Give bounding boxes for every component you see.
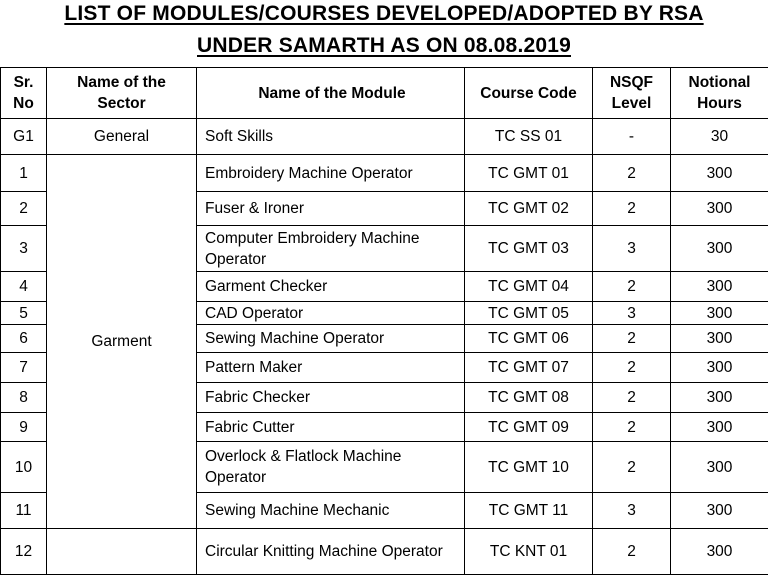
cell-module: CAD Operator xyxy=(197,302,465,325)
cell-module: Pattern Maker xyxy=(197,353,465,383)
cell-notional-hours: 300 xyxy=(671,383,768,413)
cell-notional-hours: 300 xyxy=(671,325,768,353)
cell-sr-no: 8 xyxy=(1,383,47,413)
cell-nsqf-level: 2 xyxy=(593,353,671,383)
cell-sr-no: 1 xyxy=(1,155,47,192)
cell-module: Circular Knitting Machine Operator xyxy=(197,529,465,575)
cell-module: Garment Checker xyxy=(197,272,465,302)
cell-nsqf-level: - xyxy=(593,119,671,155)
cell-course-code: TC GMT 06 xyxy=(465,325,593,353)
document-title-line-2: UNDER SAMARTH AS ON 08.08.2019 xyxy=(197,34,571,57)
cell-nsqf-level: 2 xyxy=(593,413,671,442)
cell-course-code: TC GMT 07 xyxy=(465,353,593,383)
cell-nsqf-level: 2 xyxy=(593,529,671,575)
cell-course-code: TC GMT 11 xyxy=(465,493,593,529)
document-title-line-1: LIST OF MODULES/COURSES DEVELOPED/ADOPTED BY RSA xyxy=(64,2,704,25)
cell-notional-hours: 300 xyxy=(671,155,768,192)
cell-course-code: TC GMT 08 xyxy=(465,383,593,413)
cell-module: Computer Embroidery Machine Operator xyxy=(197,226,465,272)
table-row xyxy=(1,529,768,575)
cell-nsqf-level: 2 xyxy=(593,272,671,302)
header-course-code: Course Code xyxy=(465,68,593,119)
cell-sr-no: 4 xyxy=(1,272,47,302)
cell-module: Fabric Checker xyxy=(197,383,465,413)
cell-nsqf-level: 2 xyxy=(593,155,671,192)
cell-sr-no: 11 xyxy=(1,493,47,529)
table-row xyxy=(1,155,768,192)
cell-nsqf-level: 3 xyxy=(593,493,671,529)
cell-module: Fuser & Ironer xyxy=(197,192,465,226)
cell-sr-no: 12 xyxy=(1,529,47,575)
cell-sr-no: 7 xyxy=(1,353,47,383)
header-sector: Name of the Sector xyxy=(47,68,197,119)
cell-notional-hours: 300 xyxy=(671,529,768,575)
cell-sr-no: 3 xyxy=(1,226,47,272)
cell-nsqf-level: 3 xyxy=(593,226,671,272)
cell-sector xyxy=(47,529,197,575)
cell-module: Sewing Machine Operator xyxy=(197,325,465,353)
table-row xyxy=(1,119,768,155)
cell-sr-no: 9 xyxy=(1,413,47,442)
cell-notional-hours: 300 xyxy=(671,272,768,302)
modules-table xyxy=(0,67,768,575)
cell-nsqf-level: 2 xyxy=(593,325,671,353)
cell-module: Sewing Machine Mechanic xyxy=(197,493,465,529)
cell-notional-hours: 300 xyxy=(671,226,768,272)
cell-nsqf-level: 2 xyxy=(593,442,671,493)
cell-notional-hours: 30 xyxy=(671,119,768,155)
cell-notional-hours: 300 xyxy=(671,413,768,442)
cell-nsqf-level: 3 xyxy=(593,302,671,325)
cell-sr-no: 10 xyxy=(1,442,47,493)
header-sr-no: Sr. No xyxy=(1,68,47,119)
cell-course-code: TC KNT 01 xyxy=(465,529,593,575)
cell-course-code: TC GMT 05 xyxy=(465,302,593,325)
header-nsqf-level: NSQF Level xyxy=(593,68,671,119)
cell-module: Overlock & Flatlock Machine Operator xyxy=(197,442,465,493)
cell-course-code: TC GMT 01 xyxy=(465,155,593,192)
cell-module: Fabric Cutter xyxy=(197,413,465,442)
cell-sector: General xyxy=(47,119,197,155)
cell-course-code: TC SS 01 xyxy=(465,119,593,155)
cell-sector-merged: Garment xyxy=(47,155,197,529)
cell-module: Soft Skills xyxy=(197,119,465,155)
header-notional-hours: Notional Hours xyxy=(671,68,768,119)
cell-sr-no: G1 xyxy=(1,119,47,155)
cell-module: Embroidery Machine Operator xyxy=(197,155,465,192)
cell-nsqf-level: 2 xyxy=(593,383,671,413)
cell-notional-hours: 300 xyxy=(671,192,768,226)
cell-sr-no: 6 xyxy=(1,325,47,353)
cell-course-code: TC GMT 02 xyxy=(465,192,593,226)
header-module: Name of the Module xyxy=(197,68,465,119)
cell-course-code: TC GMT 04 xyxy=(465,272,593,302)
cell-course-code: TC GMT 03 xyxy=(465,226,593,272)
cell-course-code: TC GMT 10 xyxy=(465,442,593,493)
cell-notional-hours: 300 xyxy=(671,493,768,529)
cell-sr-no: 2 xyxy=(1,192,47,226)
cell-notional-hours: 300 xyxy=(671,442,768,493)
cell-notional-hours: 300 xyxy=(671,302,768,325)
header-row xyxy=(1,68,768,119)
cell-nsqf-level: 2 xyxy=(593,192,671,226)
cell-course-code: TC GMT 09 xyxy=(465,413,593,442)
cell-sr-no: 5 xyxy=(1,302,47,325)
cell-notional-hours: 300 xyxy=(671,353,768,383)
